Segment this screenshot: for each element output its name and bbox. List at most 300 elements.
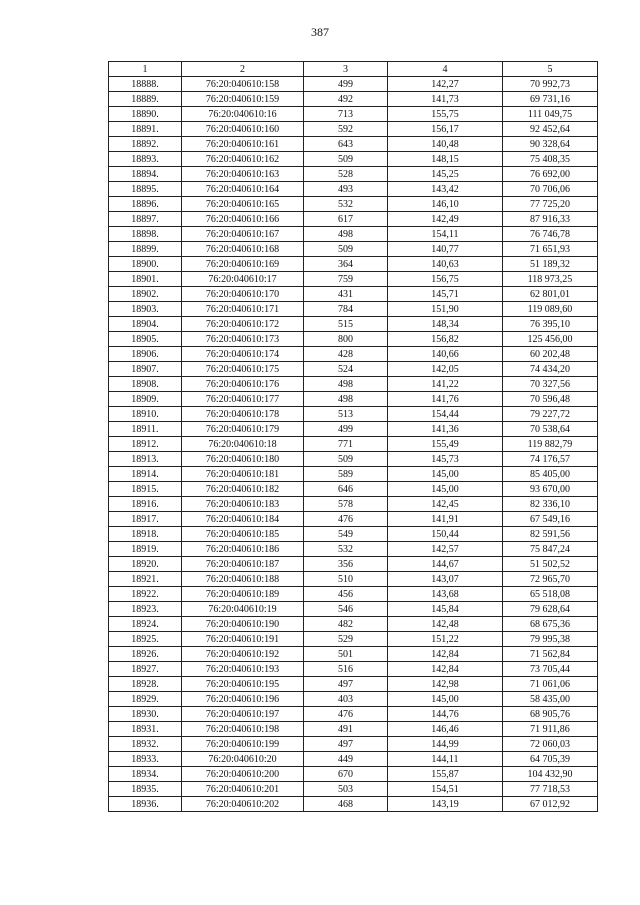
rate-cell: 143,68 [388, 587, 503, 602]
table-row [109, 677, 598, 692]
rate-cell: 142,84 [388, 647, 503, 662]
table-row [109, 752, 598, 767]
row-number-cell: 18915. [109, 482, 182, 497]
table-row [109, 77, 598, 92]
rate-cell: 144,76 [388, 707, 503, 722]
cadastral-number-cell: 76:20:040610:18 [182, 437, 304, 452]
row-number-cell: 18925. [109, 632, 182, 647]
row-number-cell: 18911. [109, 422, 182, 437]
rate-cell: 142,45 [388, 497, 503, 512]
value-cell: 497 [304, 737, 388, 752]
value-cell: 498 [304, 392, 388, 407]
row-number-cell: 18926. [109, 647, 182, 662]
amount-cell: 87 916,33 [503, 212, 598, 227]
table-row [109, 617, 598, 632]
amount-cell: 70 992,73 [503, 77, 598, 92]
cadastral-number-cell: 76:20:040610:184 [182, 512, 304, 527]
table-row [109, 497, 598, 512]
rate-cell: 156,17 [388, 122, 503, 137]
rate-cell: 142,05 [388, 362, 503, 377]
value-cell: 528 [304, 167, 388, 182]
rate-cell: 141,73 [388, 92, 503, 107]
value-cell: 431 [304, 287, 388, 302]
value-cell: 498 [304, 227, 388, 242]
table-row [109, 737, 598, 752]
rate-cell: 142,57 [388, 542, 503, 557]
row-number-cell: 18897. [109, 212, 182, 227]
table-row [109, 632, 598, 647]
amount-cell: 90 328,64 [503, 137, 598, 152]
rate-cell: 142,98 [388, 677, 503, 692]
amount-cell: 93 670,00 [503, 482, 598, 497]
cadastral-number-cell: 76:20:040610:16 [182, 107, 304, 122]
value-cell: 784 [304, 302, 388, 317]
cadastral-number-cell: 76:20:040610:199 [182, 737, 304, 752]
cadastral-number-cell: 76:20:040610:175 [182, 362, 304, 377]
cadastral-number-cell: 76:20:040610:197 [182, 707, 304, 722]
cadastral-number-cell: 76:20:040610:201 [182, 782, 304, 797]
row-number-cell: 18929. [109, 692, 182, 707]
cadastral-number-cell: 76:20:040610:158 [182, 77, 304, 92]
value-cell: 529 [304, 632, 388, 647]
cadastral-number-cell: 76:20:040610:176 [182, 377, 304, 392]
row-number-cell: 18895. [109, 182, 182, 197]
value-cell: 509 [304, 242, 388, 257]
value-cell: 592 [304, 122, 388, 137]
cadastral-number-cell: 76:20:040610:195 [182, 677, 304, 692]
cadastral-number-cell: 76:20:040610:198 [182, 722, 304, 737]
table-row [109, 272, 598, 287]
value-cell: 482 [304, 617, 388, 632]
cadastral-number-cell: 76:20:040610:178 [182, 407, 304, 422]
value-cell: 468 [304, 797, 388, 812]
table-row [109, 317, 598, 332]
column-header-4: 4 [388, 62, 503, 77]
rate-cell: 151,90 [388, 302, 503, 317]
cadastral-number-cell: 76:20:040610:173 [182, 332, 304, 347]
amount-cell: 51 189,32 [503, 257, 598, 272]
amount-cell: 85 405,00 [503, 467, 598, 482]
amount-cell: 70 596,48 [503, 392, 598, 407]
amount-cell: 119 089,60 [503, 302, 598, 317]
table-row [109, 242, 598, 257]
cadastral-number-cell: 76:20:040610:159 [182, 92, 304, 107]
cadastral-number-cell: 76:20:040610:167 [182, 227, 304, 242]
row-number-cell: 18935. [109, 782, 182, 797]
value-cell: 513 [304, 407, 388, 422]
cadastral-number-cell: 76:20:040610:191 [182, 632, 304, 647]
table-row [109, 362, 598, 377]
rate-cell: 141,76 [388, 392, 503, 407]
rate-cell: 154,44 [388, 407, 503, 422]
row-number-cell: 18891. [109, 122, 182, 137]
row-number-cell: 18906. [109, 347, 182, 362]
cadastral-number-cell: 76:20:040610:186 [182, 542, 304, 557]
row-number-cell: 18890. [109, 107, 182, 122]
table-row [109, 587, 598, 602]
rate-cell: 141,91 [388, 512, 503, 527]
amount-cell: 77 725,20 [503, 197, 598, 212]
row-number-cell: 18901. [109, 272, 182, 287]
amount-cell: 71 651,93 [503, 242, 598, 257]
cadastral-number-cell: 76:20:040610:160 [182, 122, 304, 137]
rate-cell: 145,00 [388, 482, 503, 497]
value-cell: 546 [304, 602, 388, 617]
row-number-cell: 18896. [109, 197, 182, 212]
row-number-cell: 18919. [109, 542, 182, 557]
table-row [109, 767, 598, 782]
cadastral-number-cell: 76:20:040610:177 [182, 392, 304, 407]
amount-cell: 71 911,86 [503, 722, 598, 737]
amount-cell: 72 965,70 [503, 572, 598, 587]
rate-cell: 145,00 [388, 692, 503, 707]
row-number-cell: 18892. [109, 137, 182, 152]
value-cell: 428 [304, 347, 388, 362]
table-row [109, 647, 598, 662]
cadastral-number-cell: 76:20:040610:17 [182, 272, 304, 287]
amount-cell: 58 435,00 [503, 692, 598, 707]
value-cell: 364 [304, 257, 388, 272]
table-row [109, 662, 598, 677]
row-number-cell: 18916. [109, 497, 182, 512]
row-number-cell: 18924. [109, 617, 182, 632]
table-row [109, 122, 598, 137]
value-cell: 497 [304, 677, 388, 692]
rate-cell: 140,48 [388, 137, 503, 152]
row-number-cell: 18927. [109, 662, 182, 677]
table-row [109, 287, 598, 302]
rate-cell: 146,10 [388, 197, 503, 212]
cadastral-number-cell: 76:20:040610:193 [182, 662, 304, 677]
rate-cell: 141,22 [388, 377, 503, 392]
column-header-1: 1 [109, 62, 182, 77]
rate-cell: 156,75 [388, 272, 503, 287]
amount-cell: 62 801,01 [503, 287, 598, 302]
table-row [109, 227, 598, 242]
amount-cell: 92 452,64 [503, 122, 598, 137]
value-cell: 509 [304, 452, 388, 467]
row-number-cell: 18921. [109, 572, 182, 587]
cadastral-number-cell: 76:20:040610:169 [182, 257, 304, 272]
amount-cell: 118 973,25 [503, 272, 598, 287]
rate-cell: 145,84 [388, 602, 503, 617]
rate-cell: 143,07 [388, 572, 503, 587]
table-row [109, 512, 598, 527]
cadastral-number-cell: 76:20:040610:185 [182, 527, 304, 542]
row-number-cell: 18910. [109, 407, 182, 422]
rate-cell: 151,22 [388, 632, 503, 647]
value-cell: 800 [304, 332, 388, 347]
cadastral-number-cell: 76:20:040610:187 [182, 557, 304, 572]
column-header-2: 2 [182, 62, 304, 77]
table-row [109, 452, 598, 467]
value-cell: 501 [304, 647, 388, 662]
amount-cell: 68 675,36 [503, 617, 598, 632]
value-cell: 589 [304, 467, 388, 482]
rate-cell: 144,67 [388, 557, 503, 572]
value-cell: 476 [304, 707, 388, 722]
table-row [109, 92, 598, 107]
row-number-cell: 18931. [109, 722, 182, 737]
table-row [109, 437, 598, 452]
value-cell: 449 [304, 752, 388, 767]
table-row [109, 107, 598, 122]
amount-cell: 79 628,64 [503, 602, 598, 617]
rate-cell: 148,34 [388, 317, 503, 332]
cadastral-number-cell: 76:20:040610:168 [182, 242, 304, 257]
value-cell: 491 [304, 722, 388, 737]
table-row [109, 392, 598, 407]
row-number-cell: 18905. [109, 332, 182, 347]
amount-cell: 67 549,16 [503, 512, 598, 527]
page-number: 387 [311, 25, 329, 39]
cadastral-number-cell: 76:20:040610:181 [182, 467, 304, 482]
amount-cell: 74 176,57 [503, 452, 598, 467]
cadastral-number-cell: 76:20:040610:165 [182, 197, 304, 212]
value-cell: 499 [304, 77, 388, 92]
amount-cell: 75 847,24 [503, 542, 598, 557]
table-row [109, 572, 598, 587]
cadastral-number-cell: 76:20:040610:192 [182, 647, 304, 662]
table-row [109, 347, 598, 362]
amount-cell: 75 408,35 [503, 152, 598, 167]
cadastral-number-cell: 76:20:040610:188 [182, 572, 304, 587]
row-number-cell: 18918. [109, 527, 182, 542]
amount-cell: 104 432,90 [503, 767, 598, 782]
amount-cell: 76 746,78 [503, 227, 598, 242]
cadastral-number-cell: 76:20:040610:162 [182, 152, 304, 167]
value-cell: 403 [304, 692, 388, 707]
row-number-cell: 18930. [109, 707, 182, 722]
column-header-3: 3 [304, 62, 388, 77]
rate-cell: 156,82 [388, 332, 503, 347]
value-cell: 515 [304, 317, 388, 332]
row-number-cell: 18899. [109, 242, 182, 257]
table-row [109, 482, 598, 497]
row-number-cell: 18894. [109, 167, 182, 182]
cadastral-number-cell: 76:20:040610:174 [182, 347, 304, 362]
cadastral-number-cell: 76:20:040610:182 [182, 482, 304, 497]
amount-cell: 76 692,00 [503, 167, 598, 182]
table-row [109, 797, 598, 812]
cadastral-number-cell: 76:20:040610:179 [182, 422, 304, 437]
cadastral-number-cell: 76:20:040610:196 [182, 692, 304, 707]
cadastral-number-cell: 76:20:040610:189 [182, 587, 304, 602]
table-row [109, 422, 598, 437]
value-cell: 476 [304, 512, 388, 527]
value-cell: 759 [304, 272, 388, 287]
amount-cell: 82 591,56 [503, 527, 598, 542]
amount-cell: 82 336,10 [503, 497, 598, 512]
cadastral-number-cell: 76:20:040610:190 [182, 617, 304, 632]
row-number-cell: 18889. [109, 92, 182, 107]
value-cell: 524 [304, 362, 388, 377]
amount-cell: 70 327,56 [503, 377, 598, 392]
table-row [109, 542, 598, 557]
table-row [109, 602, 598, 617]
table-row [109, 167, 598, 182]
value-cell: 516 [304, 662, 388, 677]
row-number-cell: 18893. [109, 152, 182, 167]
rate-cell: 155,87 [388, 767, 503, 782]
row-number-cell: 18913. [109, 452, 182, 467]
cadastral-number-cell: 76:20:040610:200 [182, 767, 304, 782]
cadastral-number-cell: 76:20:040610:161 [182, 137, 304, 152]
value-cell: 643 [304, 137, 388, 152]
row-number-cell: 18908. [109, 377, 182, 392]
table-row [109, 692, 598, 707]
row-number-cell: 18923. [109, 602, 182, 617]
rate-cell: 154,11 [388, 227, 503, 242]
rate-cell: 141,36 [388, 422, 503, 437]
amount-cell: 72 060,03 [503, 737, 598, 752]
value-cell: 578 [304, 497, 388, 512]
cadastral-number-cell: 76:20:040610:170 [182, 287, 304, 302]
rate-cell: 143,42 [388, 182, 503, 197]
table-row [109, 527, 598, 542]
rate-cell: 148,15 [388, 152, 503, 167]
table-row [109, 782, 598, 797]
table-row [109, 182, 598, 197]
rate-cell: 143,19 [388, 797, 503, 812]
table-row [109, 257, 598, 272]
row-number-cell: 18936. [109, 797, 182, 812]
table-body [109, 77, 598, 812]
amount-cell: 70 706,06 [503, 182, 598, 197]
amount-cell: 79 995,38 [503, 632, 598, 647]
table-header-row [109, 62, 598, 77]
value-cell: 532 [304, 197, 388, 212]
cadastral-number-cell: 76:20:040610:202 [182, 797, 304, 812]
rate-cell: 142,49 [388, 212, 503, 227]
row-number-cell: 18928. [109, 677, 182, 692]
amount-cell: 71 061,06 [503, 677, 598, 692]
table-row [109, 722, 598, 737]
rate-cell: 142,84 [388, 662, 503, 677]
table-row [109, 152, 598, 167]
table-row [109, 707, 598, 722]
row-number-cell: 18898. [109, 227, 182, 242]
cadastral-number-cell: 76:20:040610:180 [182, 452, 304, 467]
amount-cell: 51 502,52 [503, 557, 598, 572]
row-number-cell: 18914. [109, 467, 182, 482]
value-cell: 509 [304, 152, 388, 167]
rate-cell: 140,66 [388, 347, 503, 362]
value-cell: 510 [304, 572, 388, 587]
amount-cell: 67 012,92 [503, 797, 598, 812]
amount-cell: 119 882,79 [503, 437, 598, 452]
row-number-cell: 18920. [109, 557, 182, 572]
table-row [109, 377, 598, 392]
table-row [109, 332, 598, 347]
table-row [109, 137, 598, 152]
amount-cell: 65 518,08 [503, 587, 598, 602]
row-number-cell: 18934. [109, 767, 182, 782]
amount-cell: 71 562,84 [503, 647, 598, 662]
table-row [109, 557, 598, 572]
row-number-cell: 18933. [109, 752, 182, 767]
rate-cell: 144,99 [388, 737, 503, 752]
row-number-cell: 18902. [109, 287, 182, 302]
table-row [109, 467, 598, 482]
cadastral-number-cell: 76:20:040610:172 [182, 317, 304, 332]
amount-cell: 69 731,16 [503, 92, 598, 107]
cadastral-number-cell: 76:20:040610:20 [182, 752, 304, 767]
rate-cell: 154,51 [388, 782, 503, 797]
row-number-cell: 18912. [109, 437, 182, 452]
row-number-cell: 18909. [109, 392, 182, 407]
cadastral-number-cell: 76:20:040610:166 [182, 212, 304, 227]
rate-cell: 155,75 [388, 107, 503, 122]
table-row [109, 212, 598, 227]
value-cell: 670 [304, 767, 388, 782]
value-cell: 492 [304, 92, 388, 107]
rate-cell: 145,00 [388, 467, 503, 482]
amount-cell: 125 456,00 [503, 332, 598, 347]
cadastral-number-cell: 76:20:040610:19 [182, 602, 304, 617]
amount-cell: 77 718,53 [503, 782, 598, 797]
row-number-cell: 18932. [109, 737, 182, 752]
value-cell: 503 [304, 782, 388, 797]
value-cell: 356 [304, 557, 388, 572]
value-cell: 499 [304, 422, 388, 437]
amount-cell: 73 705,44 [503, 662, 598, 677]
amount-cell: 74 434,20 [503, 362, 598, 377]
amount-cell: 76 395,10 [503, 317, 598, 332]
amount-cell: 60 202,48 [503, 347, 598, 362]
rate-cell: 145,73 [388, 452, 503, 467]
value-cell: 549 [304, 527, 388, 542]
data-table [108, 61, 598, 812]
row-number-cell: 18922. [109, 587, 182, 602]
rate-cell: 140,63 [388, 257, 503, 272]
value-cell: 493 [304, 182, 388, 197]
column-header-5: 5 [503, 62, 598, 77]
row-number-cell: 18900. [109, 257, 182, 272]
value-cell: 771 [304, 437, 388, 452]
value-cell: 498 [304, 377, 388, 392]
row-number-cell: 18888. [109, 77, 182, 92]
amount-cell: 79 227,72 [503, 407, 598, 422]
amount-cell: 68 905,76 [503, 707, 598, 722]
rate-cell: 144,11 [388, 752, 503, 767]
rate-cell: 146,46 [388, 722, 503, 737]
rate-cell: 155,49 [388, 437, 503, 452]
table-row [109, 197, 598, 212]
rate-cell: 150,44 [388, 527, 503, 542]
amount-cell: 111 049,75 [503, 107, 598, 122]
value-cell: 713 [304, 107, 388, 122]
value-cell: 532 [304, 542, 388, 557]
rate-cell: 142,27 [388, 77, 503, 92]
table-row [109, 302, 598, 317]
cadastral-number-cell: 76:20:040610:164 [182, 182, 304, 197]
cadastral-number-cell: 76:20:040610:163 [182, 167, 304, 182]
rate-cell: 145,71 [388, 287, 503, 302]
row-number-cell: 18907. [109, 362, 182, 377]
rate-cell: 140,77 [388, 242, 503, 257]
value-cell: 456 [304, 587, 388, 602]
cadastral-number-cell: 76:20:040610:183 [182, 497, 304, 512]
value-cell: 646 [304, 482, 388, 497]
amount-cell: 64 705,39 [503, 752, 598, 767]
row-number-cell: 18917. [109, 512, 182, 527]
value-cell: 617 [304, 212, 388, 227]
rate-cell: 142,48 [388, 617, 503, 632]
rate-cell: 145,25 [388, 167, 503, 182]
table-row [109, 407, 598, 422]
cadastral-number-cell: 76:20:040610:171 [182, 302, 304, 317]
